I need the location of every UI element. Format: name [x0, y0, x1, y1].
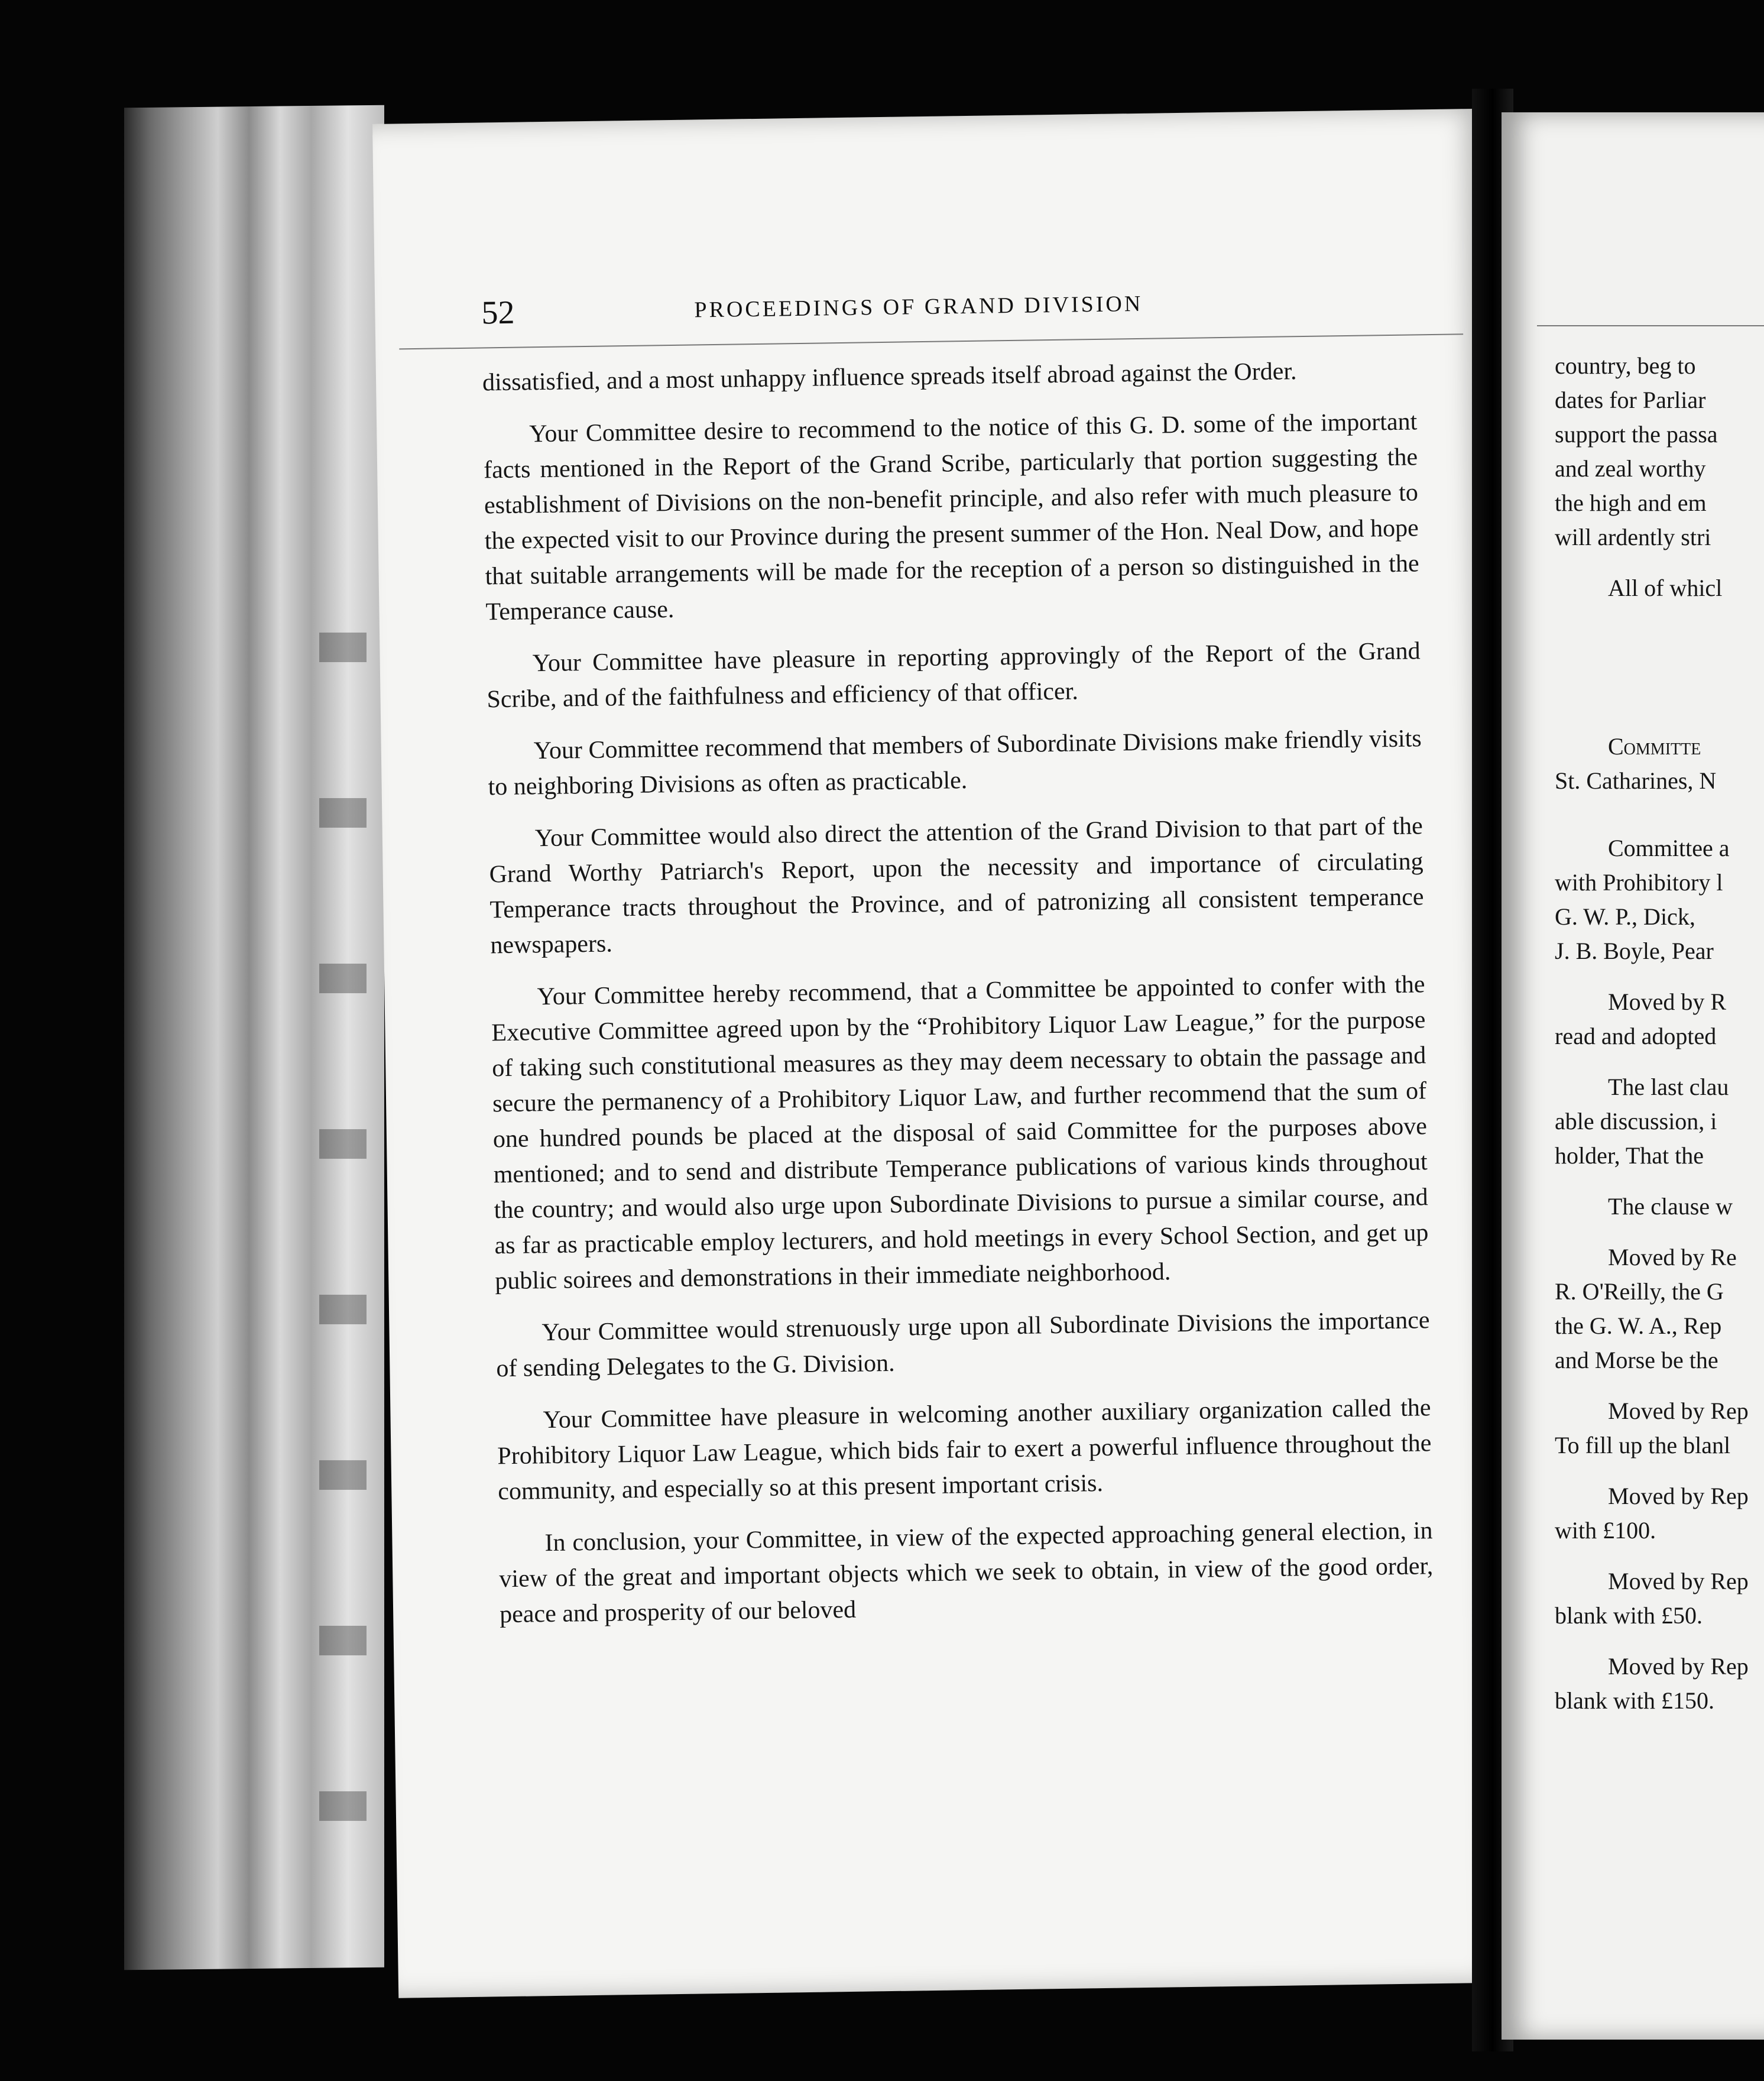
paragraph: Your Committee have pleasure in reporting approvingly of the Report of the Grand Scribe, and of the faithfulness and efficiency of that officer. — [487, 637, 1421, 714]
text-line: country, beg to — [1555, 352, 1696, 379]
gilt-edge-ornaments — [319, 562, 367, 1921]
text-line: support the passa — [1555, 421, 1718, 448]
text-line: with £100. — [1555, 1517, 1656, 1544]
text-line: R. O'Reilly, the G — [1555, 1278, 1724, 1305]
text-line: Committee a — [1608, 835, 1730, 861]
text-line: holder, That the — [1555, 1142, 1704, 1169]
header-rule — [1537, 325, 1764, 326]
text-line: All of whicl — [1608, 575, 1723, 601]
text-line: and zeal worthy — [1555, 455, 1706, 482]
right-page-text — [1555, 349, 1764, 1718]
text-line: Moved by Rep — [1608, 1398, 1749, 1424]
paragraph: dissatisfied, and a most unhappy influence spreads itself abroad against the Order. — [482, 358, 1297, 397]
paragraph: Your Committee recommend that members of Subordinate Divisions make friendly visits to neighboring Divisions as often as practicable. — [488, 725, 1422, 801]
text-line: the high and em — [1555, 490, 1707, 516]
paragraph: Your Committee would also direct the attention of the Grand Division to that part of the Grand Worthy Patriarch's Report, upon the necessity and importance of circulating Temperance tracts throughout the Province, and of patronizing all consistent temperance newspapers. — [489, 812, 1424, 960]
right-page — [1502, 112, 1764, 2040]
paragraph: Your Committee would strenuously urge upon all Subordinate Divisions the importance of sending Delegates to the G. Division. — [496, 1307, 1430, 1383]
text-line: blank with £150. — [1555, 1687, 1714, 1714]
text-line: able discussion, i — [1555, 1108, 1717, 1134]
text-line: Moved by R — [1608, 988, 1726, 1015]
text-line: Moved by Rep — [1608, 1483, 1749, 1509]
left-page — [372, 109, 1510, 1998]
text-line: To fill up the blanl — [1555, 1432, 1731, 1458]
text-line: G. W. P., Dick, — [1555, 903, 1695, 930]
text-line: the G. W. A., Rep — [1555, 1312, 1722, 1339]
running-head: PROCEEDINGS OF GRAND DIVISION — [694, 291, 1143, 323]
text-line: read and adopted — [1555, 1023, 1717, 1049]
text-line: J. B. Boyle, Pear — [1555, 938, 1714, 964]
text-line: blank with £50. — [1555, 1602, 1703, 1629]
page-number: 52 — [481, 294, 515, 332]
paragraph: In conclusion, your Committee, in view of the expected approaching general election, in view of the great and important objects which we seek to obtain, in view of the good order, peace and prosperity of our beloved — [499, 1517, 1434, 1629]
text-line: dates for Parliar — [1555, 387, 1706, 413]
text-line: The clause w — [1608, 1193, 1733, 1220]
paragraph: Your Committee desire to recommend to the notice of this G. D. some of the important facts mentioned in the Report of the Grand Scribe, particularly that portion suggesting the establishment of Divisions on the non-benefit principle, and also refer with much pleasure to the expected visit to our Province during the present summer of the Hon. Neal Dow, and hope that suitable arrangements will be made for the reception of a person so distinguished in the Temperance cause. — [483, 408, 1419, 626]
body-text — [482, 352, 1434, 1649]
text-line: Moved by Re — [1608, 1244, 1737, 1270]
text-line: Moved by Rep — [1608, 1568, 1749, 1594]
text-line: with Prohibitory l — [1555, 869, 1723, 896]
text-line: Moved by Rep — [1608, 1653, 1749, 1680]
paragraph: Your Committee have pleasure in welcoming another auxiliary organization called the Prohibitory Liquor Law League, which bids fair to exert a powerful influence throughout the community, and especially so at this present important crisis. — [497, 1394, 1432, 1506]
text-line: St. Catharines, N — [1555, 767, 1717, 794]
text-line: will ardently stri — [1555, 524, 1711, 550]
paragraph: Your Committee hereby recommend, that a Committee be appointed to confer with the Executive Committee agreed upon by the “Prohibitory Liquor Law League,” for the purpose of taking such constitutional measures as they may deem necessary to obtain the passage and secure the permanency of a Prohibitory Liquor Law, and further recommend that the sum of one hundred pounds be placed at the disposal of said Committee for the purposes above mentioned; and to send and distribute Temperance publications of various kinds throughout the country; and would also urge upon Subordinate Divisions to pursue a similar course, and as far as practicable employ lecturers, and hold meetings in every School Section, and get up public soirees and demonstrations in their immediate neighborhood. — [491, 971, 1429, 1295]
page-header — [481, 281, 1416, 341]
section-heading: Committe — [1608, 733, 1701, 760]
text-line: The last clau — [1608, 1074, 1729, 1100]
text-line: and Morse be the — [1555, 1347, 1718, 1373]
